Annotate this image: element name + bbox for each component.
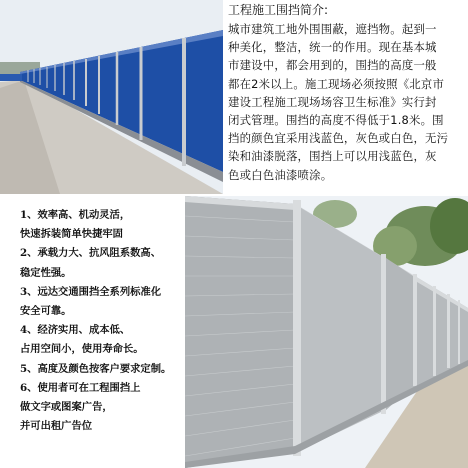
- feature-line: 2、承载力大、抗风阻系数高、: [20, 247, 162, 260]
- feature-line: 并可出租广告位: [20, 420, 93, 433]
- intro-body: [228, 20, 466, 184]
- feature-line: 6、使用者可在工程围挡上: [20, 381, 141, 394]
- intro-line: 闭式管理。围挡的高度不得低于1.8米。围: [228, 113, 444, 128]
- intro-title: 工程施工围挡简介:: [228, 3, 329, 17]
- features-list: [20, 206, 190, 436]
- feature-line: 3、远达交通围挡全系列标准化: [20, 285, 162, 298]
- feature-line: 5、高度及颜色按客户要求定制。: [20, 362, 172, 375]
- intro-line: 种美化，整洁，统一的作用。现在基本城: [228, 40, 437, 55]
- feature-line: 快速拆装简单快捷牢固: [20, 228, 123, 241]
- grey-fence-photo: [185, 196, 468, 468]
- intro-line: 都在2米以上。施工现场必须按照《北京市: [228, 76, 445, 91]
- intro-line: 挡的颜色宜采用浅蓝色，灰色或白色，无污: [228, 131, 449, 146]
- intro-line: 城市建筑工地外围围蔽，遮挡物。起到一: [228, 22, 437, 36]
- intro-line: 染和油漆脱落，围挡上可以用浅蓝色，灰: [228, 149, 437, 164]
- feature-line: 做文字或图案广告，: [20, 401, 113, 414]
- blue-fence-photo: [0, 0, 223, 194]
- feature-line: 安全可靠。: [20, 305, 72, 318]
- intro-line: 色或白色油漆喷涂。: [228, 167, 333, 182]
- feature-line: 稳定性强。: [20, 266, 72, 279]
- feature-line: 占用空间小，使用寿命长。: [20, 343, 144, 356]
- intro-section: [228, 2, 466, 196]
- feature-line: 1、效率高、机动灵活，: [20, 209, 131, 221]
- intro-line: 建设工程施工现场场容卫生标准》实行封: [228, 94, 437, 109]
- intro-line: 市建设中，都会用到的，围挡的高度一般: [228, 58, 437, 73]
- feature-line: 4、经济实用、成本低、: [20, 324, 131, 337]
